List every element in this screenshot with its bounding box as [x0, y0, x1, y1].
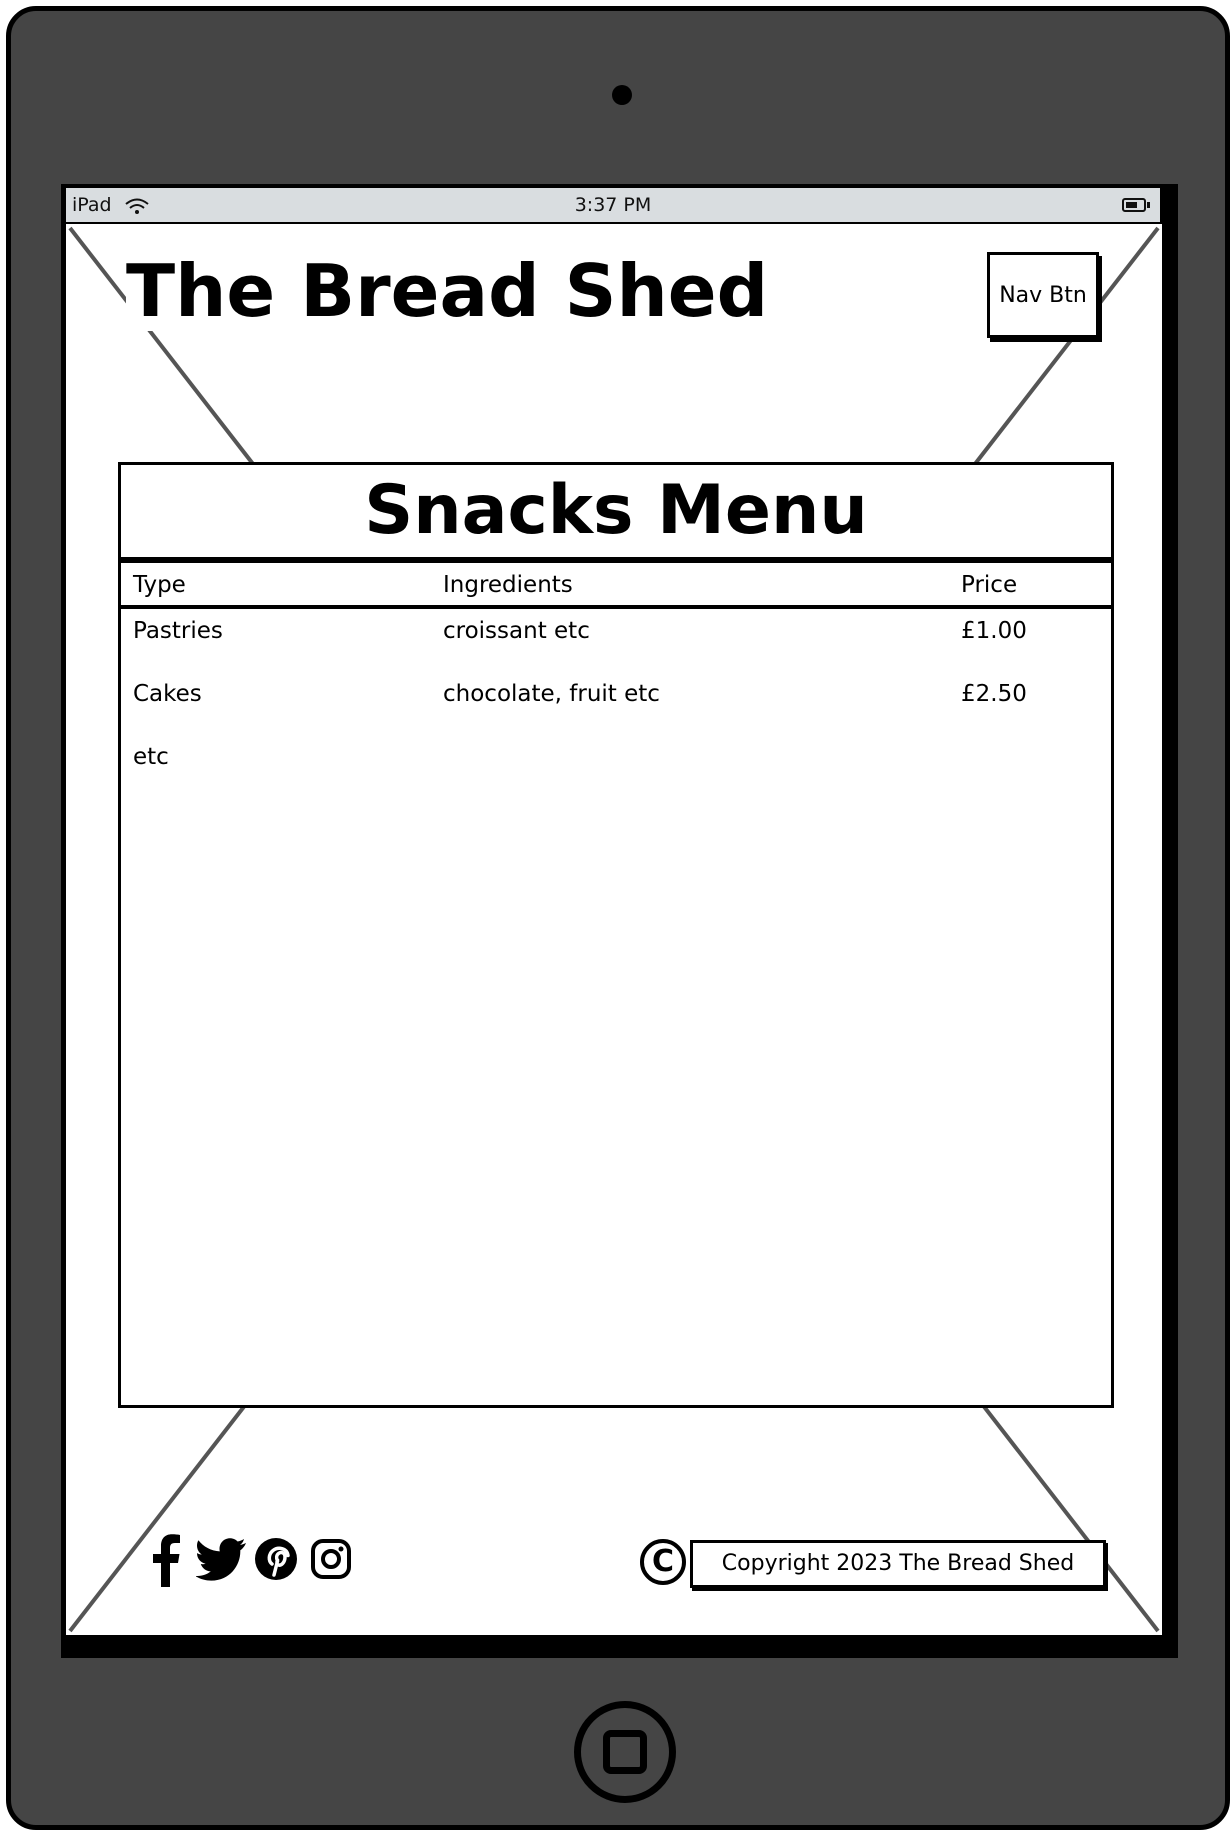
column-header-type: Type [133, 572, 186, 598]
menu-table-body [118, 606, 1114, 1408]
home-button-square-icon [603, 1730, 647, 1774]
menu-table-header [118, 560, 1114, 608]
cell-type: Pastries [133, 618, 223, 644]
menu-title-box [118, 462, 1114, 560]
facebook-icon[interactable] [144, 1531, 188, 1587]
column-header-ingredients: Ingredients [443, 572, 573, 598]
table-row [121, 618, 1111, 658]
column-header-price: Price [961, 572, 1018, 598]
pinterest-icon[interactable] [252, 1531, 300, 1587]
cell-price: £2.50 [961, 681, 1027, 707]
twitter-icon[interactable] [196, 1531, 248, 1587]
status-bar [66, 188, 1160, 222]
home-button[interactable] [574, 1701, 676, 1803]
cell-type: etc [133, 744, 169, 770]
table-row [121, 681, 1111, 721]
table-row [121, 744, 1111, 784]
cell-price: £1.00 [961, 618, 1027, 644]
site-title: The Bread Shed [126, 249, 769, 333]
status-time: 3:37 PM [574, 194, 652, 216]
menu-title: Snacks Menu [364, 471, 868, 550]
nav-button[interactable]: Nav Btn [987, 252, 1099, 338]
battery-nub [1147, 202, 1150, 208]
cell-ingredients: croissant etc [443, 618, 590, 644]
cell-type: Cakes [133, 681, 202, 707]
copyright-text: Copyright 2023 The Bread Shed [690, 1540, 1106, 1588]
instagram-icon[interactable] [308, 1531, 354, 1587]
camera-dot [612, 85, 632, 105]
device-label: iPad [72, 194, 112, 216]
copyright-icon: C [640, 1539, 686, 1585]
cell-ingredients: chocolate, fruit etc [443, 681, 660, 707]
app-screen [66, 224, 1162, 1635]
battery-icon [1122, 198, 1146, 212]
